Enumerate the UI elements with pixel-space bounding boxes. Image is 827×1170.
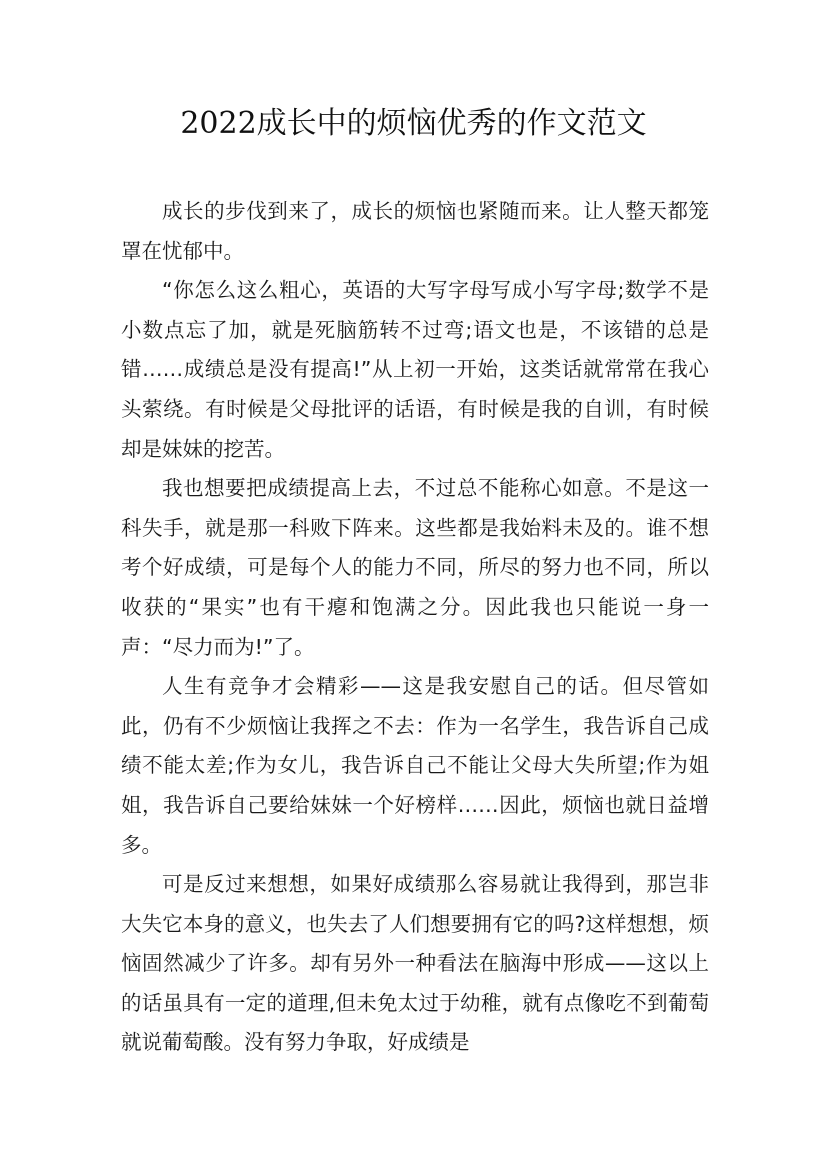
paragraph-4: 人生有竞争才会精彩——这是我安慰自己的话。但尽管如此，仍有不少烦恼让我挥之不去：作为一名学生，我告诉自己成绩不能太差;作为女儿，我告诉自己不能让父母大失所望;作为姐姐，我告诉自己要给妹妹一个好榜样……因此，烦恼也就日益增多。 bbox=[121, 674, 709, 857]
document-title: 2022成长中的烦恼优秀的作文范文 bbox=[180, 106, 647, 141]
paragraph-2: “你怎么这么粗心，英语的大写字母写成小写字母;数学不是小数点忘了加，就是死脑筋转不过弯;语文也是，不该错的总是错……成绩总是没有提高!”从上初一开始，这类话就常常在我心头萦绕。有时候是父母批评的话语，有时候是我的自训，有时候却是妹妹的挖苦。 bbox=[121, 278, 709, 461]
paragraph-5: 可是反过来想想，如果好成绩那么容易就让我得到，那岂非大失它本身的意义，也失去了人们想要拥有它的吗?这样想想，烦恼固然减少了许多。却有另外一种看法在脑海中形成——这以上的话虽具有一定的道理,但未免太过于幼稚，就有点像吃不到葡萄就说葡萄酸。没有努力争取，好成绩是 bbox=[121, 872, 709, 1055]
paragraph-1: 成长的步伐到来了，成长的烦恼也紧随而来。让人整天都笼罩在忧郁中。 bbox=[121, 199, 709, 263]
document-body bbox=[121, 192, 709, 1063]
paragraph-3: 我也想要把成绩提高上去，不过总不能称心如意。不是这一科失手，就是那一科败下阵来。这些都是我始料未及的。谁不想考个好成绩，可是每个人的能力不同，所尽的努力也不同，所以收获的“果实”也有干瘪和饱满之分。因此我也只能说一身一声：“尽力而为!”了。 bbox=[121, 476, 709, 659]
